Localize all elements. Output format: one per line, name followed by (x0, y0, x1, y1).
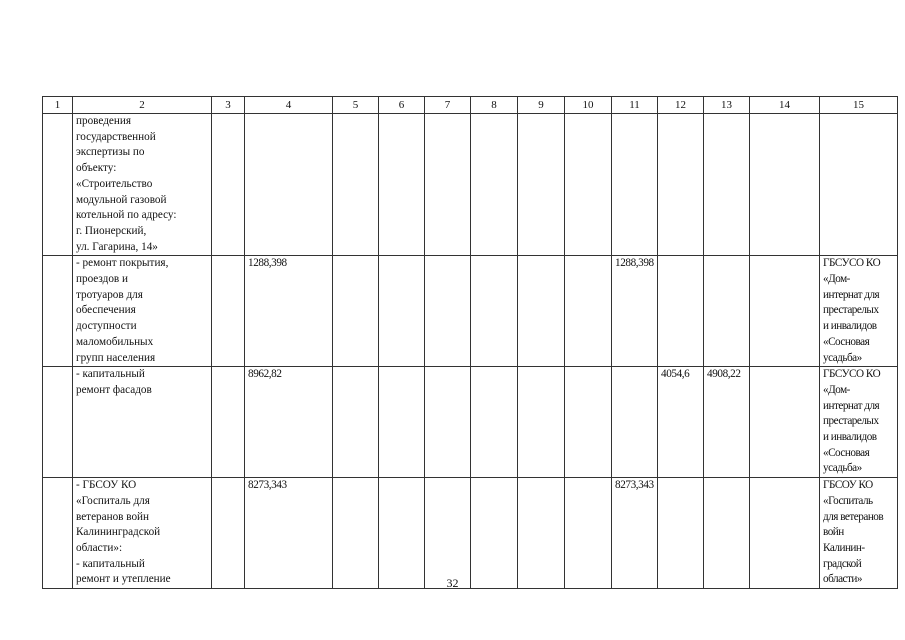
table-cell (750, 478, 820, 589)
table-cell (43, 114, 73, 256)
table-cell: 8273,343 (612, 478, 658, 589)
table-cell (658, 478, 704, 589)
column-header: 10 (565, 97, 612, 114)
table-cell (750, 367, 820, 478)
table-cell (518, 478, 565, 589)
table-cell (212, 114, 245, 256)
table-cell (333, 256, 379, 367)
table-cell: - ГБСОУ КО «Госпиталь для ветеранов войн Калининградской области»: - капитальный ремонт и утепление (73, 478, 212, 589)
table-cell: - капитальный ремонт фасадов (73, 367, 212, 478)
table-cell (245, 114, 333, 256)
column-header: 8 (471, 97, 518, 114)
table-cell (658, 256, 704, 367)
table-cell (212, 367, 245, 478)
table-cell (379, 478, 425, 589)
table-cell (565, 478, 612, 589)
table-cell (333, 114, 379, 256)
table-cell (518, 367, 565, 478)
table-cell (425, 367, 471, 478)
table-cell: 1288,398 (245, 256, 333, 367)
table-cell (43, 367, 73, 478)
table-cell (704, 478, 750, 589)
column-header: 1 (43, 97, 73, 114)
table-cell (212, 256, 245, 367)
table-cell (565, 114, 612, 256)
table-cell (471, 367, 518, 478)
page-number: 32 (446, 576, 459, 590)
table-cell: 1288,398 (612, 256, 658, 367)
table-cell (333, 478, 379, 589)
table-cell: 8962,82 (245, 367, 333, 478)
column-header: 2 (73, 97, 212, 114)
table-cell (425, 478, 471, 589)
table-cell (518, 114, 565, 256)
column-header: 11 (612, 97, 658, 114)
header-row (43, 97, 898, 114)
table-cell (612, 114, 658, 256)
table-cell: 8273,343 (245, 478, 333, 589)
table-cell: - ремонт покрытия, проездов и тротуаров для обеспечения доступности маломобильных групп населения (73, 256, 212, 367)
column-header: 9 (518, 97, 565, 114)
table-cell (658, 114, 704, 256)
table-cell: 4908,22 (704, 367, 750, 478)
table-cell (379, 114, 425, 256)
column-header: 5 (333, 97, 379, 114)
column-header: 7 (425, 97, 471, 114)
budget-table (42, 96, 898, 589)
table-cell (750, 256, 820, 367)
table-cell: ГБСОУ КО «Госпиталь для ветеранов войн Калинин- градской области» (820, 478, 898, 589)
table-row (43, 114, 898, 256)
table-cell (379, 256, 425, 367)
table-cell (425, 114, 471, 256)
table-cell (379, 367, 425, 478)
table-cell (471, 114, 518, 256)
table-cell: ГБСУСО КО «Дом- интернат для престарелых и инвалидов «Сосновая усадьба» (820, 256, 898, 367)
table-cell (43, 256, 73, 367)
table-cell (43, 478, 73, 589)
table-cell (425, 256, 471, 367)
table-cell (333, 367, 379, 478)
table-cell (471, 256, 518, 367)
table-cell (750, 114, 820, 256)
column-header: 14 (750, 97, 820, 114)
column-header: 13 (704, 97, 750, 114)
table-row (43, 367, 898, 478)
column-header: 15 (820, 97, 898, 114)
table-cell (471, 478, 518, 589)
column-header: 4 (245, 97, 333, 114)
table-cell (704, 114, 750, 256)
table-cell (612, 367, 658, 478)
table-cell (704, 256, 750, 367)
table-cell (518, 256, 565, 367)
column-header: 6 (379, 97, 425, 114)
table-cell (565, 256, 612, 367)
table-row (43, 478, 898, 589)
table-cell: 4054,6 (658, 367, 704, 478)
table-cell: проведения государственной экспертизы по объекту: «Строительство модульной газовой котельной по адресу: г. Пионерский, ул. Гагарина, 14» (73, 114, 212, 256)
table-cell (565, 367, 612, 478)
column-header: 3 (212, 97, 245, 114)
column-header: 12 (658, 97, 704, 114)
table-row (43, 256, 898, 367)
table-cell: ГБСУСО КО «Дом- интернат для престарелых и инвалидов «Сосновая усадьба» (820, 367, 898, 478)
table-cell (212, 478, 245, 589)
table-cell (820, 114, 898, 256)
